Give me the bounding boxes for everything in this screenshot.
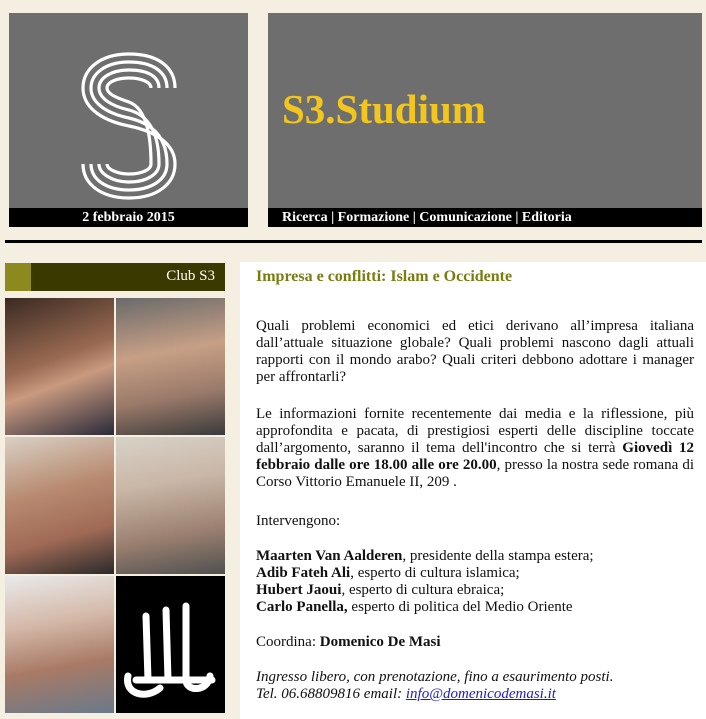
header-logo-panel (9, 13, 248, 227)
club-stripe (5, 263, 31, 291)
article-paragraph-2 (256, 406, 694, 491)
header-nav[interactable]: Ricerca | Formazione | Comunicazione | Editoria (268, 208, 702, 227)
coord-label: Coordina: (256, 634, 320, 650)
speaker-2 (256, 565, 520, 582)
speaker-3-role: , esperto di cultura ebraica; (341, 582, 505, 598)
speaker-4-name: Carlo Panella, (256, 599, 348, 615)
photo-speaker-3 (5, 437, 114, 574)
s3-logo-icon (77, 48, 181, 204)
p2-text-a: Le informazioni fornite recentemente dai media e la riflessione, più approfondita e pacata, di prestigiosi esperti delle discipline toccate dall’argomento, saranno il tema dell'incontro che si terrà (256, 406, 694, 456)
calligraphy-icon (116, 576, 225, 713)
email-link[interactable]: info@domenicodemasi.it (405, 686, 556, 702)
speaker-photo-grid (5, 298, 225, 718)
article (240, 262, 706, 719)
coord-name: Domenico De Masi (319, 634, 441, 650)
header-title-panel (268, 13, 702, 227)
intervengono-label: Intervengono: (256, 513, 341, 529)
photo-speaker-4 (116, 437, 225, 574)
speaker-2-role: , esperto di cultura islamica; (350, 565, 520, 581)
contact-line (256, 686, 556, 703)
speaker-1-name: Maarten Van Aalderen (256, 548, 403, 564)
speaker-3 (256, 582, 504, 599)
coordinator (256, 634, 441, 651)
site-title: S3.Studium (282, 86, 486, 132)
speaker-4-role: esperto di politica del Medio Oriente (347, 599, 573, 615)
p2-text-b: , presso la nostra sede romana di Corso Vittorio Emanuele II, 209 . (256, 457, 694, 490)
club-label: Club S3 (166, 268, 215, 284)
speaker-3-name: Hubert Jaoui (256, 582, 342, 598)
header-date: 2 febbraio 2015 (9, 208, 248, 227)
speaker-4 (256, 599, 573, 616)
club-bar (5, 263, 225, 291)
photo-domenico-de-masi (5, 576, 114, 713)
event-date-time: Giovedì 12 febbraio dalle ore 18.00 alle ore 20.00 (256, 440, 694, 473)
article-paragraph-1: Quali problemi economici ed etici derivano all’impresa italiana dall’attuale situazione globale? Quali problemi nascono dagli attuali rapporti con il mondo arabo? Quali criteri debbono adottare i manager per affrontarli? (256, 318, 694, 385)
photo-maarten-van-aalderen (5, 298, 114, 435)
header-divider (5, 240, 702, 243)
speaker-2-name: Adib Fateh Ali (256, 565, 351, 581)
speaker-1 (256, 548, 594, 565)
speaker-1-role: , presidente della stampa estera; (402, 548, 594, 564)
photo-adib-fateh-ali (116, 298, 225, 435)
contact-tel: Tel. 06.68809816 email: (256, 686, 406, 702)
photo-allah-calligraphy (116, 576, 225, 713)
entry-note: Ingresso libero, con prenotazione, fino a esaurimento posti. (256, 669, 614, 685)
article-title: Impresa e conflitti: Islam e Occidente (256, 268, 513, 285)
